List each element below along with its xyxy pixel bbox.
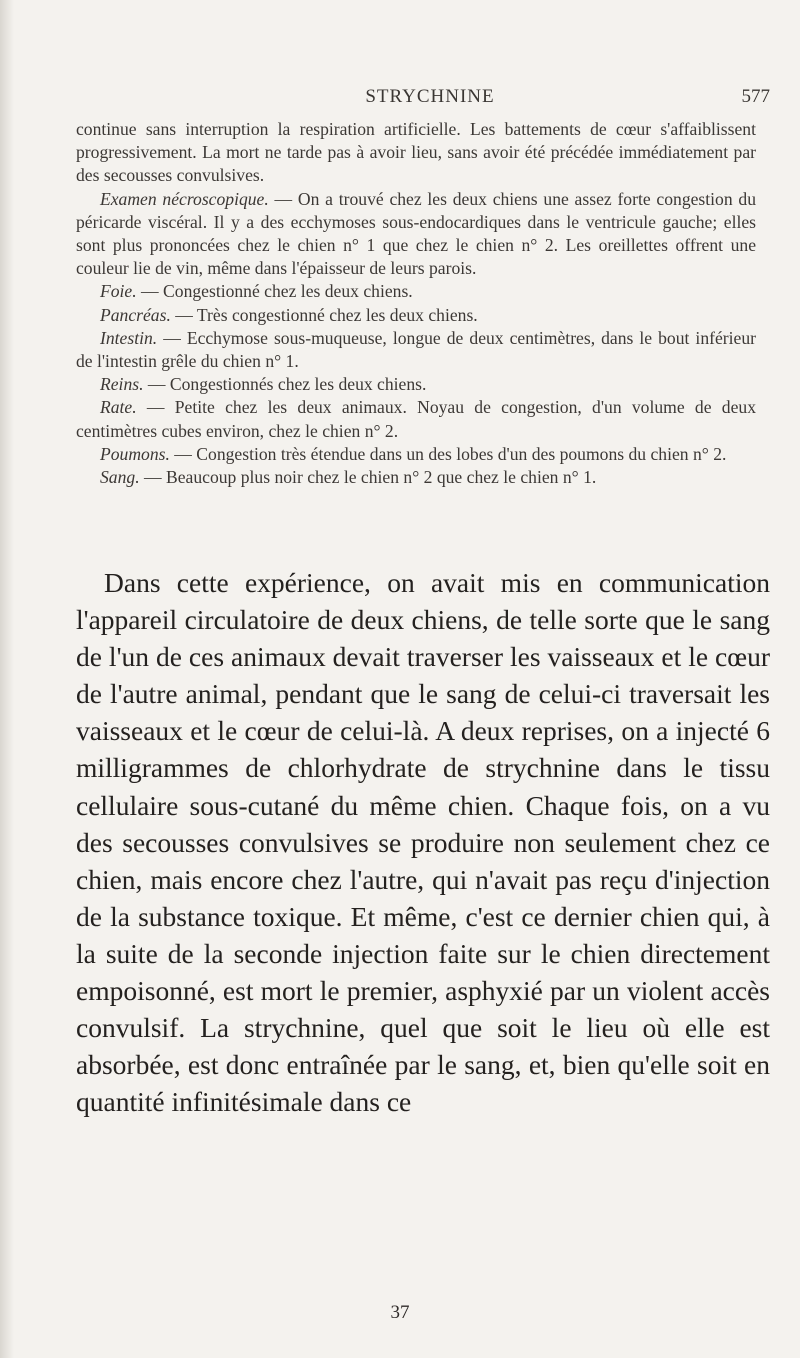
paragraph-examen bbox=[76, 188, 756, 281]
main-paragraph-block bbox=[76, 564, 770, 1120]
paragraph-label: Poumons. bbox=[100, 443, 170, 464]
paragraph-label: Reins. bbox=[100, 374, 144, 395]
paragraph-pancreas bbox=[76, 304, 756, 327]
paragraph-sang bbox=[76, 466, 756, 489]
main-paragraph: Dans cette expérience, on avait mis en communication l'appareil circulatoire de deux chiens, de telle sorte que le sang de l'un de ces animaux devait traverser les vaisseaux et le cœur de l'autre animal, pendant que le sang de celui-ci traversait les vaisseaux et le cœur de celui-là. A deux reprises, on a injecté 6 milligrammes de chlorhydrate de strychnine dans le tissu cellulaire sous-cutané du même chien. Chaque fois, on a vu des secousses convulsives se produire non seulement chez ce chien, mais encore chez l'autre, qui n'avait pas reçu d'injection de la substance toxique. Et même, c'est ce dernier chien qui, à la suite de la seconde injection faite sur le chien directement empoisonné, est mort le premier, asphyxié par un violent accès convulsif. La strychnine, quel que soit le lieu où elle est absorbée, est donc entraînée par le sang, et, bien qu'elle soit en quantité infinitésimale dans ce bbox=[76, 567, 770, 1118]
paragraph-label: Intestin. bbox=[100, 327, 158, 348]
paragraph-reins bbox=[76, 373, 756, 396]
paragraph-text: — Beaucoup plus noir chez le chien n° 2 que chez le chien n° 1. bbox=[139, 467, 597, 488]
paragraph-text: — Très congestionné chez les deux chiens. bbox=[170, 304, 478, 325]
signature-folio: 37 bbox=[390, 1302, 410, 1323]
paragraph-text: — Ecchymose sous-muqueuse, longue de deux centimètres, dans le bout inférieur de l'intestin grêle du chien n° 1. bbox=[76, 327, 756, 372]
paragraph-foie bbox=[76, 280, 756, 303]
running-title: STRYCHNINE bbox=[365, 86, 495, 107]
paragraph-text: — Congestion très étendue dans un des lobes d'un des poumons du chien n° 2. bbox=[169, 443, 727, 464]
paragraph-text: — Petite chez les deux animaux. Noyau de congestion, d'un volume de deux centimètres cubes environ, chez le chien n° 2. bbox=[76, 397, 756, 441]
page-number: 577 bbox=[741, 86, 770, 107]
paragraph-poumons bbox=[76, 443, 756, 466]
page-header bbox=[90, 86, 770, 110]
paragraph-label: Pancréas. bbox=[100, 304, 171, 325]
paragraph-text: continue sans interruption la respiration artificielle. Les battements de cœur s'affaiblissent progressivement. La mort ne tarde pas à avoir lieu, sans avoir été précédée immédiatement par des secousses convulsives. bbox=[76, 119, 756, 186]
paragraph-label: Rate. bbox=[100, 397, 137, 418]
paragraph-text: — On a trouvé chez les deux chiens une assez forte congestion du péricarde viscéral. Il y a des ecchymoses sous-endocardiques dans le ventricule gauche; elles sont plus prononcées chez le chien n° 1 que chez le chien n° 2. Les oreillettes offrent une couleur lie de vin, même dans l'épaisseur de leurs parois. bbox=[76, 188, 756, 279]
paragraph-text: — Congestionnés chez les deux chiens. bbox=[143, 374, 427, 395]
page-gutter-shadow bbox=[0, 0, 14, 1358]
paragraph-label: Sang. bbox=[100, 467, 140, 488]
paragraph-label: Examen nécroscopique. bbox=[100, 188, 269, 209]
autopsy-notes bbox=[76, 118, 756, 489]
paragraph-intestin bbox=[76, 327, 756, 373]
paragraph-intro bbox=[76, 118, 756, 188]
paragraph-rate bbox=[76, 396, 756, 442]
paragraph-text: — Congestionné chez les deux chiens. bbox=[136, 281, 413, 302]
paragraph-label: Foie. bbox=[100, 281, 137, 302]
